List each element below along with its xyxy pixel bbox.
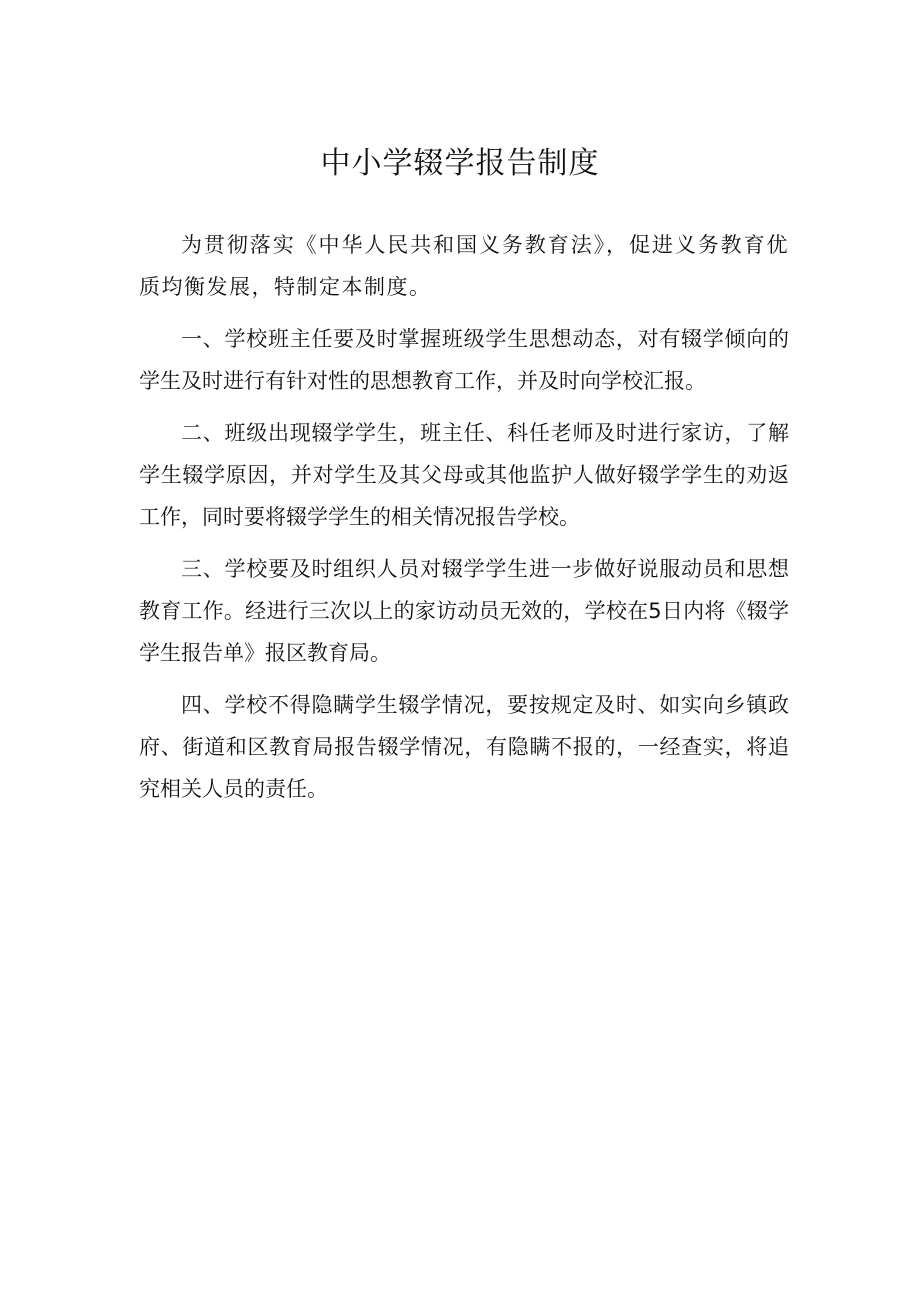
document-title: 中小学辍学报告制度	[320, 146, 600, 181]
clause-4-paragraph: 四、学校不得隐瞒学生辍学情况，要按规定及时、如实向乡镇政府、街道和区教育局报告辍学情况，有隐瞒不报的，一经查实，将追究相关人员的责任。	[139, 693, 789, 801]
clause-1-paragraph: 一、学校班主任要及时掌握班级学生思想动态，对有辍学倾向的学生及时进行有针对性的思想教育工作，并及时向学校汇报。	[139, 327, 789, 393]
clause-3-paragraph: 三、学校要及时组织人员对辍学学生进一步做好说服动员和思想教育工作。经进行三次以上的家访动员无效的，学校在5日内将《辍学学生报告单》报区教育局。	[139, 557, 789, 665]
document-body	[139, 224, 789, 820]
intro-paragraph: 为贯彻落实《中华人民共和国义务教育法》，促进义务教育优质均衡发展，特制定本制度。	[139, 233, 789, 299]
clause-2-paragraph: 二、班级出现辍学学生，班主任、科任老师及时进行家访，了解学生辍学原因，并对学生及其父母或其他监护人做好辍学学生的劝返工作，同时要将辍学学生的相关情况报告学校。	[139, 421, 789, 529]
